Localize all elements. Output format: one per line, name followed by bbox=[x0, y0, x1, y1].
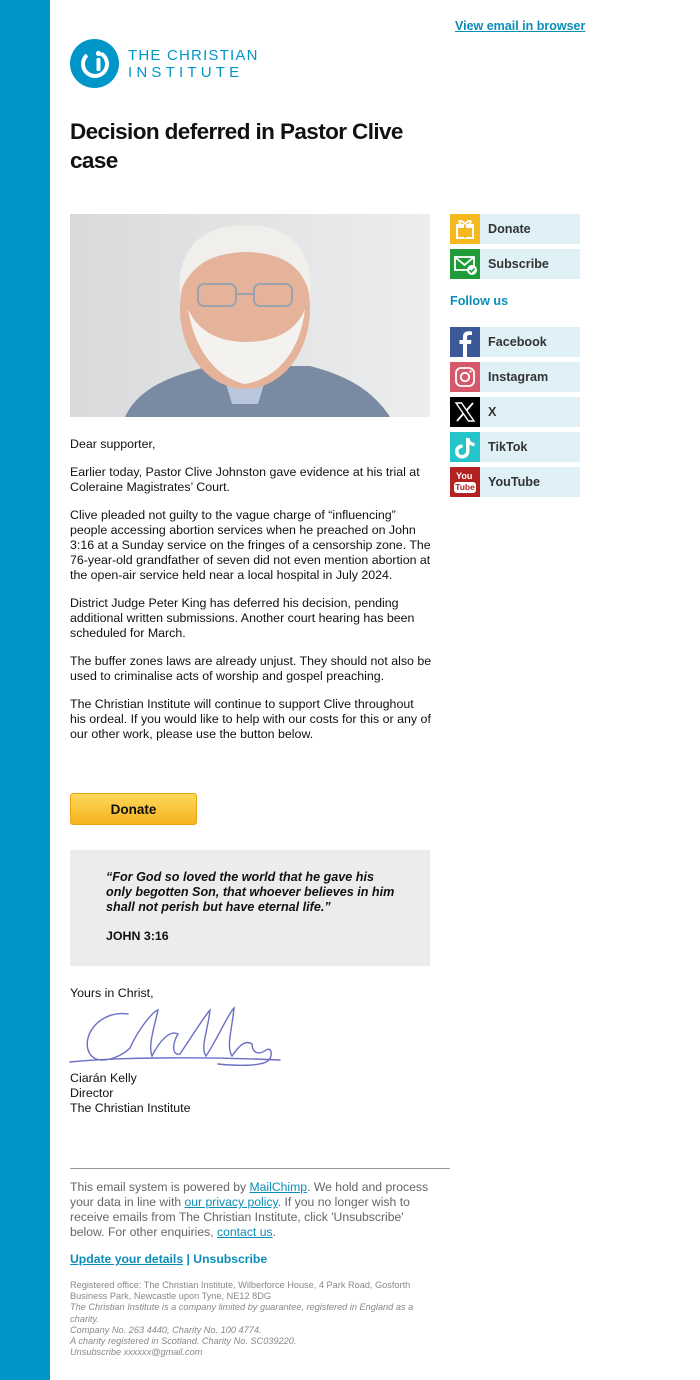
follow-us-heading: Follow us bbox=[450, 294, 509, 308]
paragraph: District Judge Peter King has deferred his decision, pending additional written submissions. Another court hearing has been scheduled for March. bbox=[70, 596, 415, 640]
logo-mark-icon bbox=[70, 39, 119, 88]
footer-text: This email system is powered by bbox=[70, 1180, 250, 1194]
x-icon bbox=[450, 397, 480, 427]
footer-text: . We hold and process your data in line with bbox=[70, 1180, 429, 1209]
sidebar-x-label: X bbox=[488, 405, 497, 419]
legal-unsubscribe: Unsubscribe xxxxxx@gmail.com bbox=[70, 1347, 203, 1358]
footer-text: . bbox=[272, 1225, 276, 1239]
youtube-icon bbox=[450, 467, 480, 497]
quote-reference: JOHN 3:16 bbox=[106, 929, 169, 943]
quote-text: “For God so loved the world that he gave his only begotten Son, that whoever believes in him shall not perish but have eternal life.” bbox=[106, 870, 395, 914]
handwritten-signature bbox=[68, 1000, 284, 1072]
paragraph: The buffer zones laws are already unjust. They should not also be used to criminalise acts of worship and gospel preaching. bbox=[70, 654, 432, 683]
contact-us-link[interactable]: contact us bbox=[217, 1225, 273, 1239]
footer-preference-links bbox=[70, 1252, 267, 1266]
legal-office: Registered office: The Christian Institute, Wilberforce House, 4 Park Road, Gosforth Business Park, Newcastle upon Tyne, NE12 8DG bbox=[70, 1280, 411, 1302]
hero-photo-pastor-clive bbox=[70, 214, 430, 417]
donate-button[interactable]: Donate bbox=[70, 793, 197, 825]
mailchimp-link[interactable]: MailChimp bbox=[249, 1180, 308, 1194]
facebook-icon bbox=[450, 327, 480, 357]
signer-name: Ciarán Kelly bbox=[70, 1071, 137, 1085]
view-in-browser-link[interactable]: View email in browser bbox=[455, 19, 586, 33]
sidebar-donate-label: Donate bbox=[488, 222, 531, 236]
sidebar-tiktok-label: TikTok bbox=[488, 440, 528, 454]
sidebar-x-link[interactable] bbox=[450, 397, 580, 427]
signature-block bbox=[70, 1071, 191, 1116]
paragraph: Clive pleaded not guilty to the vague charge of “influencing” people accessing abortion services when he preached on John 3:16 at a Sunday service on the fringes of a censorship zone. The 76-year-old grandfather of seven did not even mention abortion at the open-air service held near a local hospital in July 2024. bbox=[70, 508, 431, 582]
scripture-quote-box bbox=[70, 850, 430, 966]
gift-icon bbox=[450, 214, 480, 244]
sidebar-facebook-label: Facebook bbox=[488, 335, 547, 349]
legal-numbers: Company No. 263 4440, Charity No. 100 4774. bbox=[70, 1324, 262, 1335]
tiktok-icon bbox=[450, 432, 480, 462]
sidebar-instagram-label: Instagram bbox=[488, 370, 549, 384]
sidebar-donate-button[interactable] bbox=[450, 214, 580, 244]
sidebar-facebook-link[interactable] bbox=[450, 327, 580, 357]
paragraph: Earlier today, Pastor Clive Johnston gave evidence at his trial at Coleraine Magistrates’ Court. bbox=[70, 465, 420, 494]
privacy-policy-link[interactable]: our privacy policy bbox=[184, 1195, 278, 1209]
paragraph: The Christian Institute will continue to support Clive throughout his ordeal. If you would like to help with our costs for this or any of our other work, please use the button below. bbox=[70, 697, 431, 741]
christian-institute-logo[interactable] bbox=[70, 39, 270, 89]
signoff: Yours in Christ, bbox=[70, 986, 154, 1000]
logo-text-line2: INSTITUTE bbox=[128, 64, 244, 81]
envelope-check-icon bbox=[450, 249, 480, 279]
signer-organisation: The Christian Institute bbox=[70, 1101, 191, 1115]
sidebar-subscribe-button[interactable] bbox=[450, 249, 580, 279]
page-title: Decision deferred in Pastor Clive case bbox=[70, 119, 403, 173]
youtube-icon-text: You bbox=[456, 471, 473, 481]
update-details-link[interactable]: Update your details bbox=[70, 1252, 184, 1266]
sidebar-youtube-label: YouTube bbox=[488, 475, 540, 489]
sidebar-subscribe-label: Subscribe bbox=[488, 257, 549, 271]
letter-body bbox=[70, 437, 432, 755]
legal-notice bbox=[70, 1280, 430, 1358]
logo-text-line1: THE CHRISTIAN bbox=[128, 47, 259, 64]
legal-scotland: A charity registered in Scotland. Charity No. SC039220. bbox=[70, 1336, 297, 1347]
link-separator: | bbox=[183, 1252, 194, 1266]
footer-notice bbox=[70, 1180, 440, 1240]
signer-title: Director bbox=[70, 1086, 114, 1100]
footer-text: . If you no longer wish to receive emails from The Christian Institute, click 'Unsubscribe' below. For other enquiries, bbox=[70, 1195, 410, 1239]
unsubscribe-link[interactable]: Unsubscribe bbox=[193, 1252, 268, 1266]
footer-divider bbox=[70, 1168, 450, 1169]
sidebar-instagram-link[interactable] bbox=[450, 362, 580, 392]
sidebar-youtube-link[interactable] bbox=[450, 467, 580, 497]
legal-company: The Christian Institute is a company limited by guarantee, registered in England as a charity. bbox=[70, 1302, 414, 1324]
greeting: Dear supporter, bbox=[70, 437, 156, 451]
sidebar-tiktok-link[interactable] bbox=[450, 432, 580, 462]
left-accent-bar bbox=[0, 0, 50, 1380]
instagram-icon bbox=[450, 362, 480, 392]
youtube-icon-text: Tube bbox=[455, 482, 475, 492]
